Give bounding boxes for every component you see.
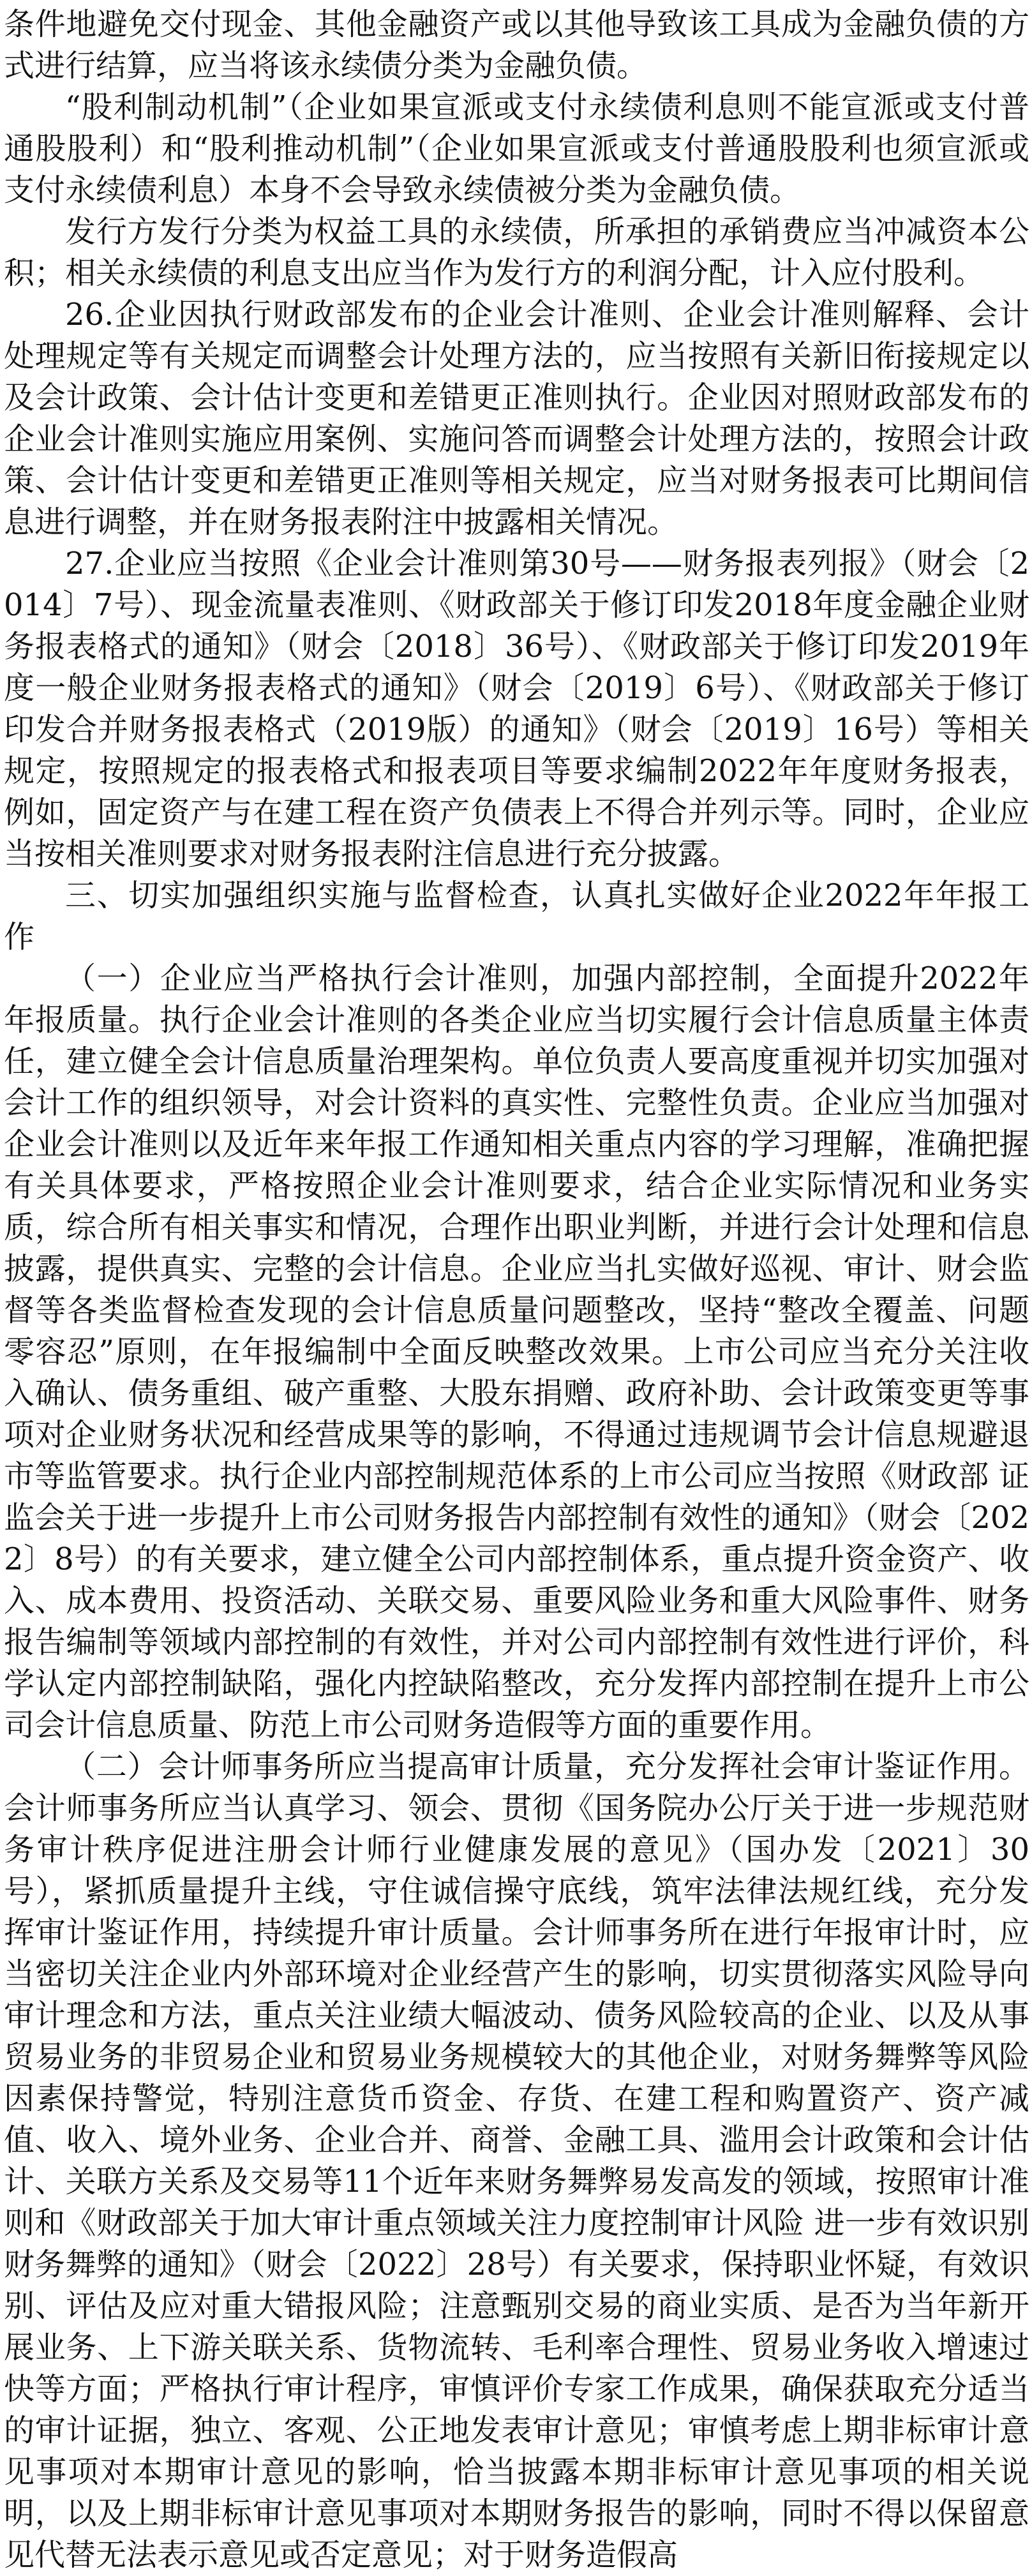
paragraph-2: “股利制动机制”（企业如果宣派或支付永续债利息则不能宣派或支付普通股股利）和“股利推动机制”（企业如果宣派或支付普通股股利也须宣派或支付永续债利息）本身不会导致永续债被分类为金融负债。: [4, 89, 1029, 208]
paragraph-3: 发行方发行分类为权益工具的永续债，所承担的承销费应当冲减资本公积；相关永续债的利息支出应当作为发行方的利润分配，计入应付股利。: [4, 214, 1029, 291]
paragraph-4: 26.企业因执行财政部发布的企业会计准则、企业会计准则解释、会计处理规定等有关规定而调整会计处理方法的，应当按照有关新旧衔接规定以及会计政策、会计估计变更和差错更正准则执行。企业因对照财政部发布的企业会计准则实施应用案例、实施问答而调整会计处理方法的，按照会计政策、会计估计变更和差错更正准则等相关规定，应当对财务报表可比期间信息进行调整，并在财务报表附注中披露相关情况。: [4, 297, 1029, 540]
paragraph-1: 条件地避免交付现金、其他金融资产或以其他导致该工具成为金融负债的方式进行结算，应当将该永续债分类为金融负债。: [4, 6, 1029, 84]
paragraph-5: 27.企业应当按照《企业会计准则第30号——财务报表列报》（财会〔2014〕7号）、现金流量表准则、《财政部关于修订印发2018年度金融企业财务报表格式的通知》（财会〔2018〕36号）、《财政部关于修订印发2019年度一般企业财务报表格式的通知》（财会〔2019〕6号）、《财政部关于修订印发合并财务报表格式（2019版）的通知》（财会〔2019〕16号）等相关规定，按照规定的报表格式和报表项目等要求编制2022年年度财务报表，例如，固定资产与在建工程在资产负债表上不得合并列示等。同时，企业应当按相关准则要求对财务报表附注信息进行充分披露。: [4, 546, 1029, 872]
paragraph-6: （一）企业应当严格执行会计准则，加强内部控制，全面提升2022年年报质量。执行企业会计准则的各类企业应当切实履行会计信息质量主体责任，建立健全会计信息质量治理架构。单位负责人要高度重视并切实加强对会计工作的组织领导，对会计资料的真实性、完整性负责。企业应当加强对企业会计准则以及近年来年报工作通知相关重点内容的学习理解，准确把握有关具体要求，严格按照企业会计准则要求，结合企业实际情况和业务实质，综合所有相关事实和情况，合理作出职业判断，并进行会计处理和信息披露，提供真实、完整的会计信息。企业应当扎实做好巡视、审计、财会监督等各类监督检查发现的会计信息质量问题整改，坚持“整改全覆盖、问题零容忍”原则，在年报编制中全面反映整改效果。上市公司应当充分关注收入确认、债务重组、破产重整、大股东捐赠、政府补助、会计政策变更等事项对企业财务状况和经营成果等的影响，不得通过违规调节会计信息规避退市等监管要求。执行企业内部控制规范体系的上市公司应当按照《财政部 证监会关于进一步提升上市公司财务报告内部控制有效性的通知》（财会〔2022〕8号）的有关要求，建立健全公司内部控制体系，重点提升资金资产、收入、成本费用、投资活动、关联交易、重要风险业务和重大风险事件、财务报告编制等领域内部控制的有效性，并对公司内部控制有效性进行评价，科学认定内部控制缺陷，强化内控缺陷整改，充分发挥内部控制在提升上市公司会计信息质量、防范上市公司财务造假等方面的重要作用。: [4, 961, 1029, 1743]
paragraph-7: （二）会计师事务所应当提高审计质量，充分发挥社会审计鉴证作用。会计师事务所应当认真学习、领会、贯彻《国务院办公厅关于进一步规范财务审计秩序促进注册会计师行业健康发展的意见》（国办发〔2021〕30号），紧抓质量提升主线，守住诚信操守底线，筑牢法律法规红线，充分发挥审计鉴证作用，持续提升审计质量。会计师事务所在进行年报审计时，应当密切关注企业内外部环境对企业经营产生的影响，切实贯彻落实风险导向审计理念和方法，重点关注业绩大幅波动、债务风险较高的企业、以及从事贸易业务的非贸易企业和贸易业务规模较大的其他企业，对财务舞弊等风险因素保持警觉，特别注意货币资金、存货、在建工程和购置资产、资产减值、收入、境外业务、企业合并、商誉、金融工具、滥用会计政策和会计估计、关联方关系及交易等11个近年来财务舞弊易发高发的领域，按照审计准则和《财政部关于加大审计重点领域关注力度控制审计风险 进一步有效识别财务舞弊的通知》（财会〔2022〕28号）有关要求，保持职业怀疑，有效识别、评估及应对重大错报风险；注意甄别交易的商业实质、是否为当年新开展业务、上下游关联关系、货物流转、毛利率合理性、贸易业务收入增速过快等方面；严格执行审计程序，审慎评价专家工作成果，确保获取充分适当的审计证据，独立、客观、公正地发表审计意见；审慎考虑上期非标审计意见事项对本期审计意见的影响，恰当披露本期非标审计意见事项的相关说明，以及上期非标审计意见事项对本期财务报告的影响，同时不得以保留意见代替无法表示意见或否定意见；对于财务造假高: [4, 1749, 1029, 2573]
section-heading: 三、切实加强组织实施与监督检查，认真扎实做好企业2022年年报工作: [4, 878, 1029, 955]
